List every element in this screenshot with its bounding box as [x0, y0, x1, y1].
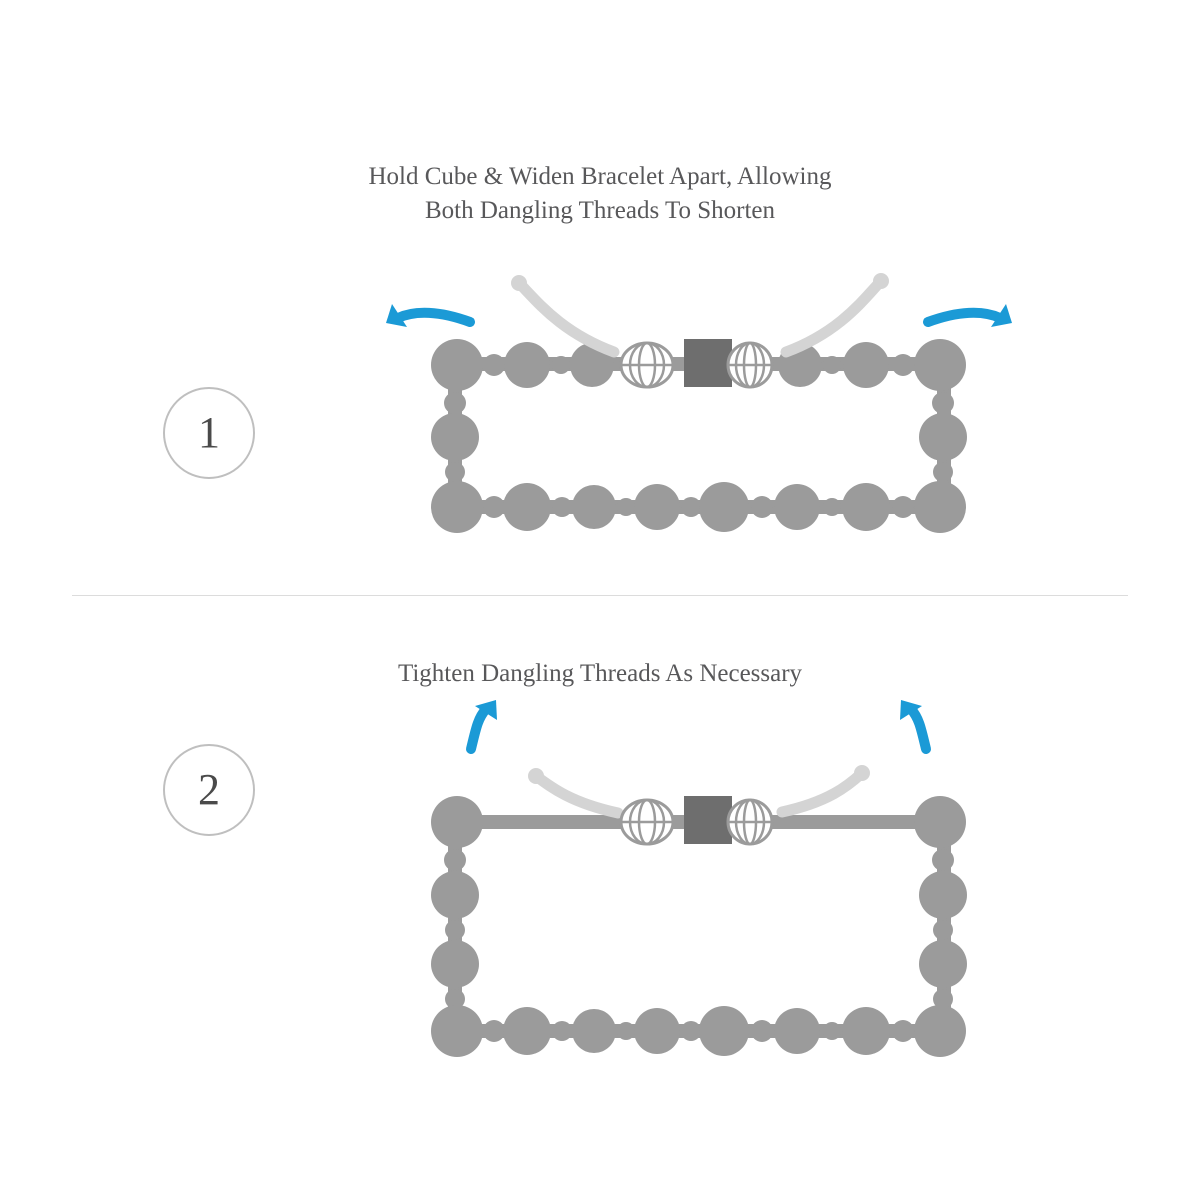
- bead: [914, 481, 966, 533]
- bead: [445, 920, 465, 940]
- bead: [774, 1008, 820, 1054]
- bead: [431, 871, 479, 919]
- bead: [681, 497, 701, 517]
- bead: [572, 1009, 616, 1053]
- bead: [774, 484, 820, 530]
- bead: [431, 796, 483, 848]
- arrow-left-outward: [386, 304, 470, 327]
- bead: [699, 1006, 749, 1056]
- arrow-right-upward: [900, 700, 926, 749]
- bead: [919, 413, 967, 461]
- dangling-thread-right: [782, 773, 862, 812]
- bead: [617, 498, 635, 516]
- arrow-left-upward: [471, 700, 497, 749]
- bead: [552, 497, 572, 517]
- bottom-row-beads: [431, 481, 966, 533]
- bead: [823, 1022, 841, 1040]
- bead: [914, 339, 966, 391]
- bottom-row-beads: [431, 1005, 966, 1057]
- right-column-beads: [919, 849, 967, 1009]
- bead: [892, 354, 914, 376]
- barrel-bead-right: [728, 343, 772, 387]
- bead: [552, 1021, 572, 1041]
- bead: [932, 392, 954, 414]
- bead: [503, 1007, 551, 1055]
- bead: [617, 1022, 635, 1040]
- right-column-beads: [919, 392, 967, 482]
- step-1-diagram: [0, 0, 1200, 596]
- dangling-thread-left: [536, 776, 618, 813]
- bead: [919, 871, 967, 919]
- bead: [483, 496, 505, 518]
- bead: [751, 1020, 773, 1042]
- bead: [699, 482, 749, 532]
- bead: [552, 356, 570, 374]
- bead: [933, 920, 953, 940]
- step-2-caption-line-1: Tighten Dangling Threads As Necessary: [397, 660, 803, 687]
- barrel-bead-left: [621, 343, 673, 387]
- bead: [483, 1020, 505, 1042]
- thread-end-left: [511, 275, 527, 291]
- step-1-caption-line-1: Hold Cube & Widen Bracelet Apart, Allowing: [368, 163, 832, 190]
- bead: [634, 484, 680, 530]
- bead: [503, 483, 551, 531]
- bead: [933, 462, 953, 482]
- bead: [572, 485, 616, 529]
- bead: [431, 940, 479, 988]
- bead: [444, 849, 466, 871]
- bracelet-diagram-1: [386, 273, 1012, 533]
- step-2-number-badge: 2: [163, 744, 255, 836]
- dangling-thread-left: [519, 283, 614, 352]
- bead: [823, 356, 841, 374]
- bead: [842, 483, 890, 531]
- bead: [843, 342, 889, 388]
- barrel-bead-left: [621, 800, 673, 844]
- bead: [431, 481, 483, 533]
- bead: [892, 496, 914, 518]
- step-1-panel: [0, 0, 1200, 596]
- dangling-thread-right: [786, 281, 881, 352]
- bead: [914, 1005, 966, 1057]
- bead: [431, 413, 479, 461]
- bead: [634, 1008, 680, 1054]
- bead: [431, 1005, 483, 1057]
- thread-end-right: [854, 765, 870, 781]
- step-1-caption-line-2: Both Dangling Threads To Shorten: [424, 197, 776, 224]
- left-column-beads: [431, 849, 479, 1009]
- bead: [823, 498, 841, 516]
- step-2-diagram: [0, 596, 1200, 1200]
- bead: [842, 1007, 890, 1055]
- sliding-cube: [684, 339, 732, 387]
- thread-end-right: [873, 273, 889, 289]
- bead: [932, 849, 954, 871]
- step-1-number-badge: 1: [163, 387, 255, 479]
- step-2-panel: [0, 596, 1200, 1200]
- bead: [444, 392, 466, 414]
- bead: [892, 1020, 914, 1042]
- left-column-beads: [431, 392, 479, 482]
- bead: [483, 354, 505, 376]
- bead: [751, 496, 773, 518]
- sliding-cube: [684, 796, 732, 844]
- bead: [445, 462, 465, 482]
- bead: [431, 339, 483, 391]
- bead: [681, 1021, 701, 1041]
- bracelet-diagram-2: [431, 700, 967, 1057]
- barrel-bead-right: [728, 800, 772, 844]
- bead: [919, 940, 967, 988]
- arrow-right-outward: [928, 304, 1012, 327]
- bead: [504, 342, 550, 388]
- bead: [914, 796, 966, 848]
- thread-end-left: [528, 768, 544, 784]
